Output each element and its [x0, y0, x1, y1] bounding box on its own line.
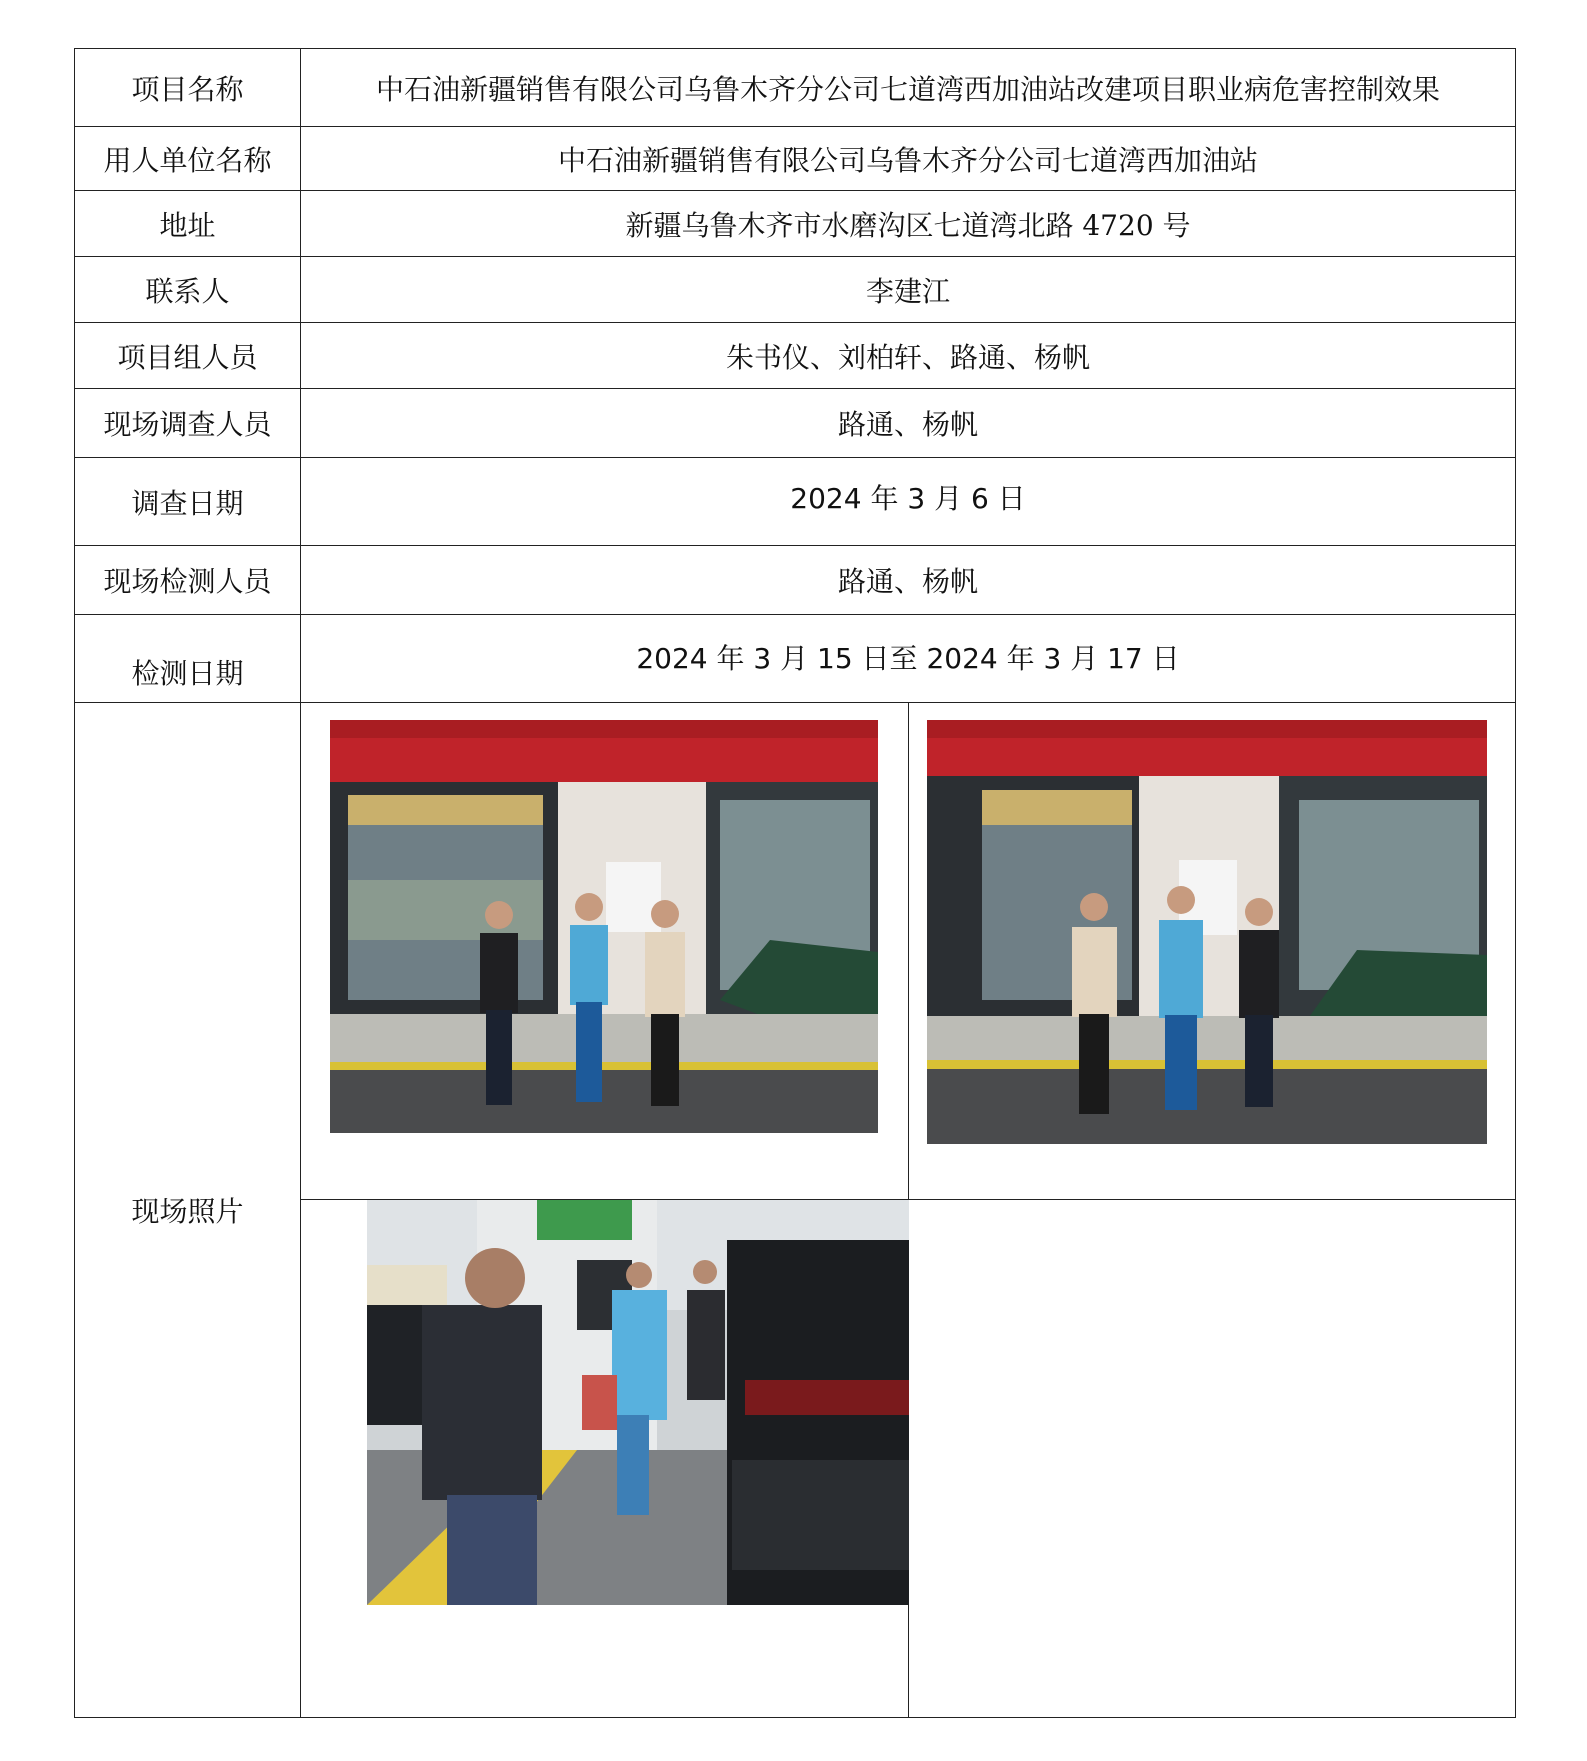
row-survey-staff — [75, 389, 1516, 458]
value-address: 新疆乌鲁木齐市水磨沟区七道湾北路 4720 号 — [301, 191, 1516, 257]
row-employer — [75, 127, 1516, 191]
site-photo-2-image — [927, 720, 1487, 1144]
photos-cell — [301, 703, 1516, 1718]
row-test-staff — [75, 546, 1516, 615]
row-contact — [75, 257, 1516, 323]
value-survey-staff: 路通、杨帆 — [301, 389, 1516, 458]
site-photo-2 — [927, 720, 1487, 1144]
row-address — [75, 191, 1516, 257]
value-test-staff: 路通、杨帆 — [301, 546, 1516, 615]
row-team — [75, 323, 1516, 389]
label-test-staff: 现场检测人员 — [75, 546, 301, 615]
photo-slot-1 — [301, 703, 909, 1200]
value-team: 朱书仪、刘柏轩、路通、杨帆 — [301, 323, 1516, 389]
label-contact: 联系人 — [75, 257, 301, 323]
label-survey-date: 调查日期 — [75, 458, 301, 546]
label-team: 项目组人员 — [75, 323, 301, 389]
row-survey-date — [75, 458, 1516, 546]
label-employer: 用人单位名称 — [75, 127, 301, 191]
site-photo-1-image — [330, 720, 878, 1133]
value-survey-date: 2024 年 3 月 6 日 — [301, 458, 1516, 546]
value-project-name: 中石油新疆销售有限公司乌鲁木齐分公司七道湾西加油站改建项目职业病危害控制效果 — [301, 49, 1516, 127]
row-test-date — [75, 615, 1516, 703]
value-test-date: 2024 年 3 月 15 日至 2024 年 3 月 17 日 — [301, 615, 1516, 703]
photo-slot-2 — [909, 703, 1516, 1200]
photo-slot-3 — [301, 1200, 909, 1717]
label-address: 地址 — [75, 191, 301, 257]
photo-grid — [301, 703, 1516, 1717]
label-project-name: 项目名称 — [75, 49, 301, 127]
info-table — [74, 48, 1516, 1718]
photo-slot-4-empty — [909, 1200, 1516, 1717]
site-photo-3 — [367, 1200, 909, 1605]
row-project-name — [75, 49, 1516, 127]
label-survey-staff: 现场调查人员 — [75, 389, 301, 458]
label-photos: 现场照片 — [75, 703, 301, 1718]
label-test-date: 检测日期 — [75, 615, 301, 703]
site-photo-3-image — [367, 1200, 909, 1605]
site-photo-1 — [330, 720, 878, 1133]
row-photos — [75, 703, 1516, 1718]
value-employer: 中石油新疆销售有限公司乌鲁木齐分公司七道湾西加油站 — [301, 127, 1516, 191]
value-contact: 李建江 — [301, 257, 1516, 323]
